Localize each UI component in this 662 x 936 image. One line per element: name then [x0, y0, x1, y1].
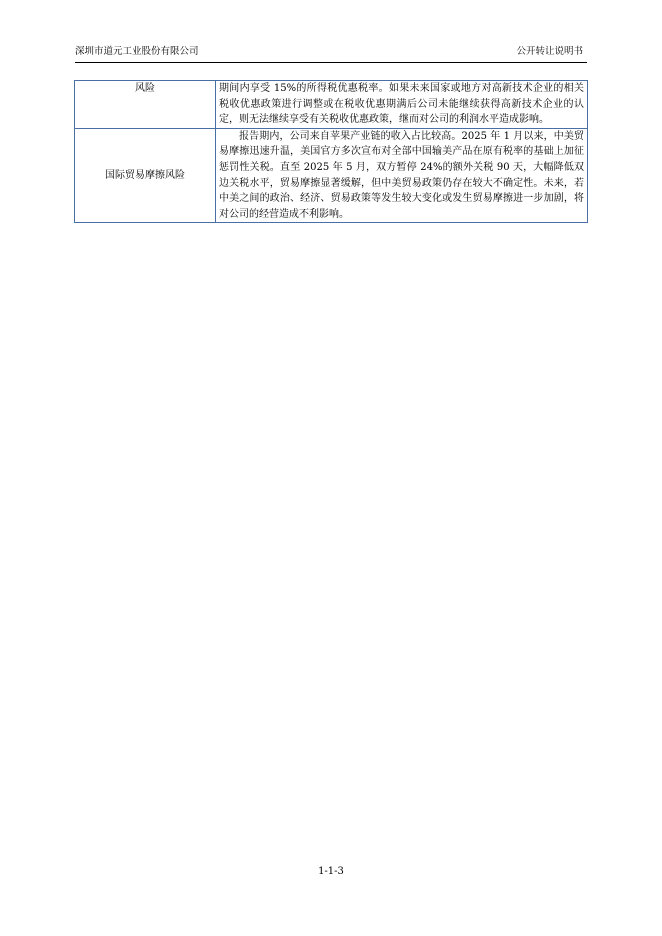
company-name: 深圳市道元工业股份有限公司	[75, 46, 199, 57]
document-type: 公开转让说明书	[516, 46, 583, 57]
risk-description: 期间内享受 15%的所得税优惠税率。如果未来国家或地方对高新技术企业的相关税收优惠政策进行调整或在税收优惠期满后公司未能继续获得高新技术企业的认定，则无法继续享受有关税收优惠政策，继而对公司的利润水平造成影响。	[219, 83, 584, 126]
page-header	[75, 44, 587, 63]
table-row	[75, 128, 588, 223]
risk-description-cell	[216, 81, 588, 129]
risk-table	[74, 80, 588, 223]
page-number: 1-1-3	[318, 866, 344, 877]
risk-name: 风险	[135, 83, 155, 94]
risk-description-cell	[216, 128, 588, 223]
risk-name-cell	[75, 128, 216, 223]
risk-description: 报告期内，公司来自苹果产业链的收入占比较高。2025 年 1 月以来，中美贸易摩擦迅速升温，美国官方多次宣布对全部中国输美产品在原有税率的基础上加征惩罚性关税。直至 2025 年 5 月，双方暂停 24%的额外关税 90 天，大幅降低双边关税水平，贸易摩擦显著缓解，但中美贸易政策仍存在较大不确定性。未来，若中美之间的政治、经济、贸易政策等发生较大变化或发生贸易摩擦进一步加剧，将对公司的经营造成不利影响。	[219, 130, 584, 220]
risk-name-cell	[75, 81, 216, 129]
risk-name: 国际贸易摩擦风险	[105, 169, 185, 181]
table-row	[75, 81, 588, 129]
